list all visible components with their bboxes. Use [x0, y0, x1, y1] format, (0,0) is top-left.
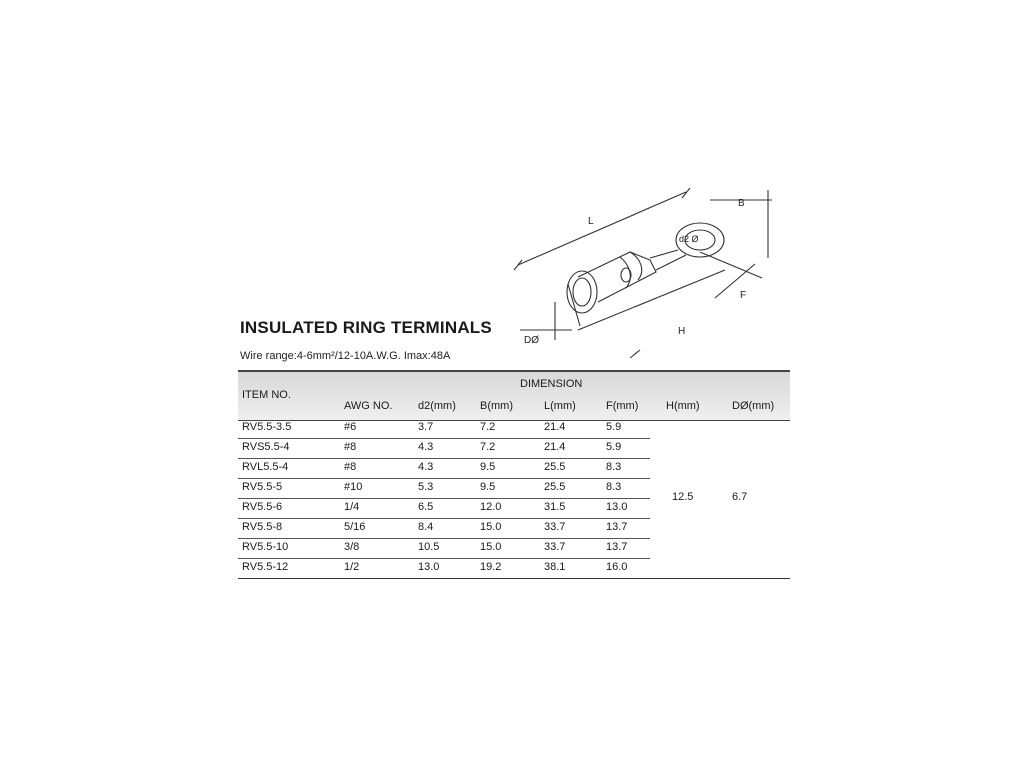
cell-item-no: RV5.5-10: [242, 541, 289, 553]
table-row: [238, 438, 650, 459]
page-title: INSULATED RING TERMINALS: [240, 318, 492, 337]
cell-d2: 4.3: [418, 441, 434, 453]
header-b: B(mm): [480, 400, 513, 412]
header-dimension: DIMENSION: [520, 378, 583, 390]
cell-b: 7.2: [480, 441, 496, 453]
cell-d2: 6.5: [418, 501, 434, 513]
cell-f: 13.7: [606, 541, 628, 553]
label-h: H: [678, 326, 686, 337]
cell-b: 7.2: [480, 421, 496, 433]
cell-f: 16.0: [606, 561, 628, 573]
cell-f: 5.9: [606, 441, 622, 453]
cell-awg-no: 3/8: [344, 541, 360, 553]
cell-item-no: RV5.5-8: [242, 521, 283, 533]
table-row: [238, 558, 790, 579]
dim-line-l: [518, 192, 686, 265]
table-row: [238, 518, 650, 539]
cell-awg-no: #6: [344, 421, 357, 433]
wire-range-spec: Wire range:4-6mm²/12-10A.W.G. Imax:48A: [240, 350, 451, 362]
cell-item-no: RV5.5-5: [242, 481, 283, 493]
cell-item-no: RVS5.5-4: [242, 441, 290, 453]
cell-f: 13.0: [606, 501, 628, 513]
table-row: [238, 478, 650, 499]
cell-l: 21.4: [544, 421, 566, 433]
cell-l: 25.5: [544, 461, 566, 473]
cell-item-no: RV5.5-12: [242, 561, 289, 573]
cell-l: 21.4: [544, 441, 566, 453]
cell-d2: 8.4: [418, 521, 434, 533]
header-l: L(mm): [544, 400, 576, 412]
cell-b: 15.0: [480, 541, 502, 553]
header-item-no: ITEM NO.: [242, 389, 291, 401]
table-row: [238, 458, 650, 479]
label-f: F: [740, 290, 747, 301]
cell-b: 9.5: [480, 481, 496, 493]
dim-line-h: [578, 270, 725, 330]
label-d: DØ: [524, 335, 539, 346]
cell-f: 13.7: [606, 521, 628, 533]
header-h: H(mm): [666, 400, 700, 412]
cell-l: 38.1: [544, 561, 566, 573]
cell-awg-no: 1/2: [344, 561, 360, 573]
cell-awg-no: #10: [344, 481, 363, 493]
merged-d-value: 6.7: [732, 491, 748, 503]
label-d2: d2 Ø: [679, 234, 699, 244]
merged-h-value: 12.5: [672, 491, 694, 503]
table-row: [238, 418, 650, 439]
cell-f: 5.9: [606, 421, 622, 433]
cell-b: 12.0: [480, 501, 502, 513]
header-d2: d2(mm): [418, 400, 456, 412]
cell-l: 25.5: [544, 481, 566, 493]
cell-f: 8.3: [606, 481, 622, 493]
cell-d2: 3.7: [418, 421, 434, 433]
cell-item-no: RV5.5-6: [242, 501, 283, 513]
cell-b: 19.2: [480, 561, 502, 573]
header-awg-no: AWG NO.: [344, 400, 393, 412]
cell-d2: 10.5: [418, 541, 440, 553]
cell-f: 8.3: [606, 461, 622, 473]
header-d: DØ(mm): [732, 400, 775, 412]
label-b: B: [738, 198, 745, 209]
cell-d2: 13.0: [418, 561, 440, 573]
label-l: L: [588, 216, 594, 227]
cell-b: 9.5: [480, 461, 496, 473]
spec-table: [238, 370, 790, 580]
cell-awg-no: #8: [344, 441, 357, 453]
cell-item-no: RV5.5-3.5: [242, 421, 292, 433]
table-row: [238, 538, 650, 559]
cell-l: 33.7: [544, 541, 566, 553]
cell-awg-no: 5/16: [344, 521, 366, 533]
header-f: F(mm): [606, 400, 639, 412]
table-header-band: [238, 370, 790, 421]
cell-l: 33.7: [544, 521, 566, 533]
cell-awg-no: 1/4: [344, 501, 360, 513]
cell-b: 15.0: [480, 521, 502, 533]
cell-l: 31.5: [544, 501, 566, 513]
cell-d2: 4.3: [418, 461, 434, 473]
ring-terminal-diagram: [500, 180, 800, 370]
cell-d2: 5.3: [418, 481, 434, 493]
cell-item-no: RVL5.5-4: [242, 461, 289, 473]
cell-awg-no: #8: [344, 461, 357, 473]
table-row: [238, 498, 650, 519]
